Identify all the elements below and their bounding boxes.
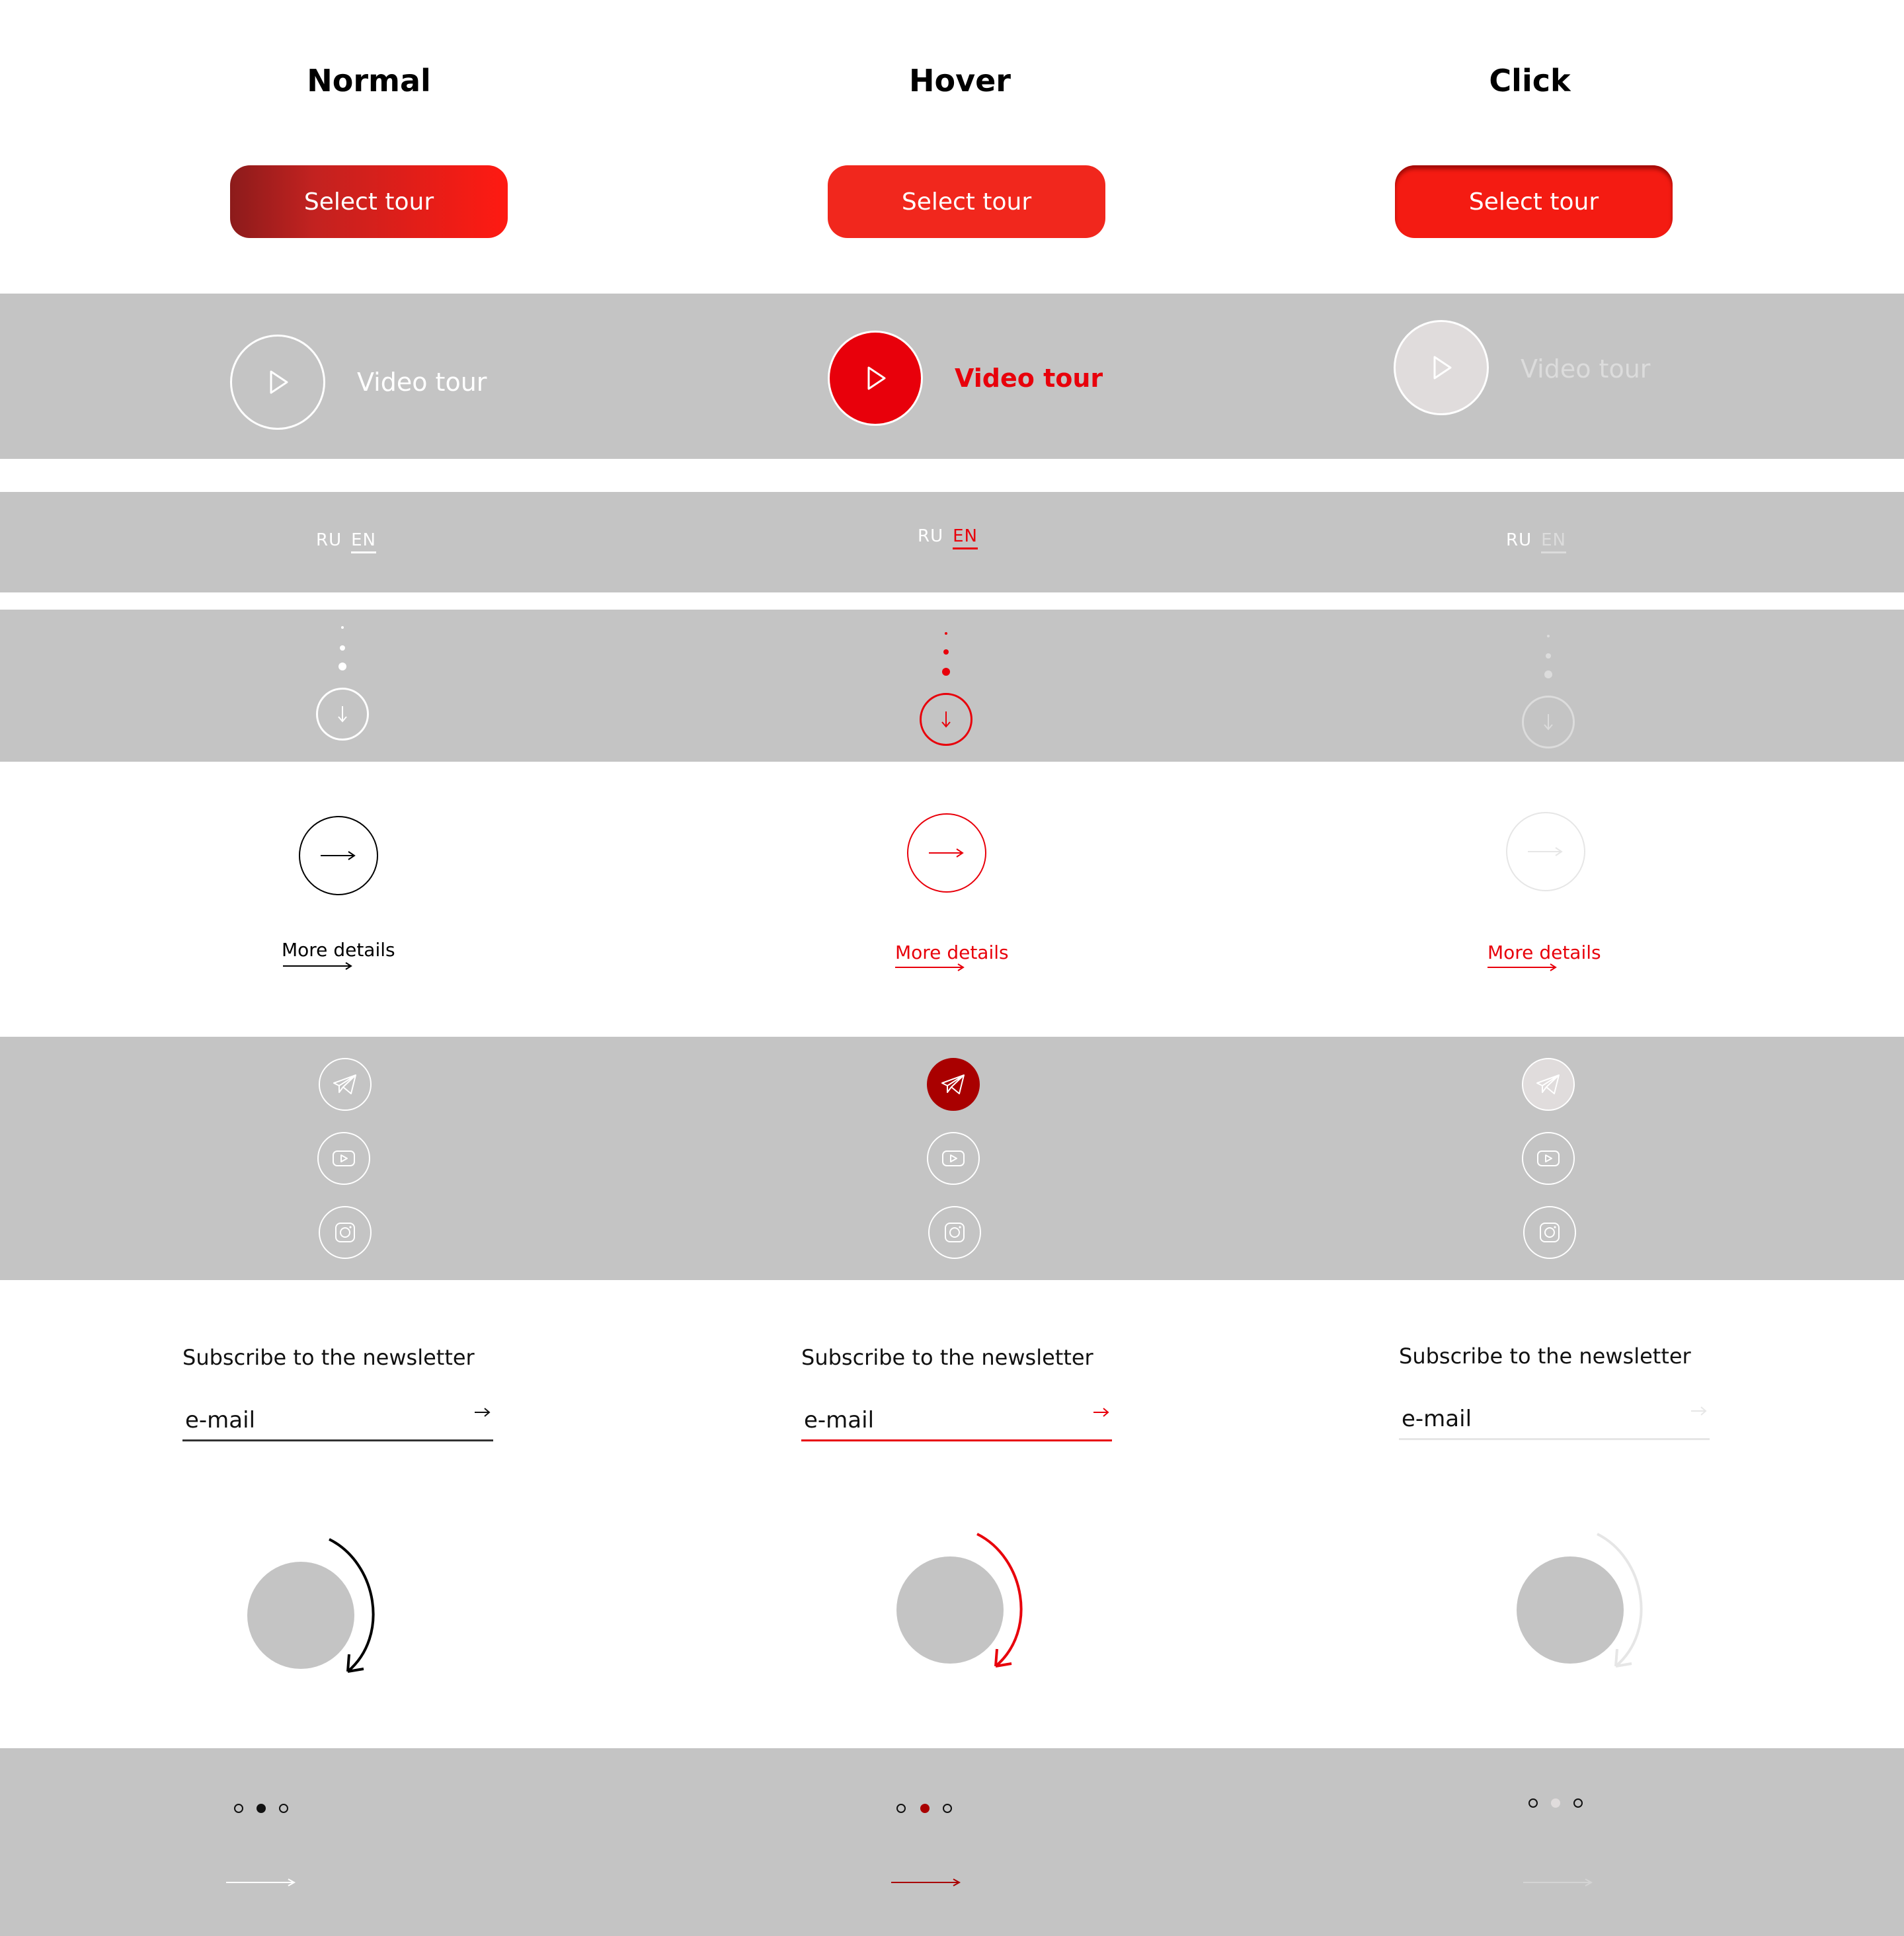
video-tour-play-button-hover[interactable] xyxy=(828,331,923,426)
video-tour-play-button-normal[interactable] xyxy=(230,335,325,430)
lang-ru[interactable]: RU xyxy=(1506,530,1532,550)
youtube-button-hover[interactable] xyxy=(927,1132,980,1185)
arrow-down-icon xyxy=(1542,713,1555,731)
slider-next-arrow-icon-hover[interactable] xyxy=(891,1878,961,1887)
pagination-dot[interactable] xyxy=(234,1804,243,1813)
select-tour-button-hover[interactable]: Select tour xyxy=(828,165,1105,238)
instagram-icon xyxy=(1538,1221,1561,1244)
submit-arrow-icon[interactable] xyxy=(473,1406,492,1419)
email-field-normal[interactable] xyxy=(182,1404,493,1441)
telegram-icon xyxy=(941,1074,966,1095)
pagination-dot[interactable] xyxy=(279,1804,288,1813)
column-title-click: Click xyxy=(1489,63,1571,99)
email-field-hover[interactable] xyxy=(801,1404,1112,1441)
slider-next-arrow-icon-click[interactable] xyxy=(1523,1878,1593,1887)
more-details-underline-arrow xyxy=(283,961,353,971)
pagination-dot[interactable] xyxy=(943,1804,952,1813)
youtube-icon xyxy=(941,1149,965,1168)
scroll-down-button-normal[interactable] xyxy=(316,688,369,741)
scroll-dot xyxy=(945,632,947,635)
next-arrow-button-normal[interactable] xyxy=(299,816,378,895)
scroll-down-button-click[interactable] xyxy=(1522,696,1575,748)
column-title-normal: Normal xyxy=(307,63,431,99)
more-details-link-click[interactable]: More details xyxy=(1488,942,1601,963)
scroll-dot xyxy=(942,668,950,676)
scroll-dot xyxy=(1547,635,1550,637)
pagination-dot-active[interactable] xyxy=(1551,1798,1560,1808)
email-placeholder: e-mail xyxy=(1402,1406,1472,1432)
email-field-click[interactable] xyxy=(1399,1403,1710,1440)
more-details-link-normal[interactable]: More details xyxy=(282,939,395,961)
submit-arrow-icon[interactable] xyxy=(1092,1406,1111,1419)
play-icon xyxy=(1428,354,1454,381)
newsletter-title-hover: Subscribe to the newsletter xyxy=(801,1345,1093,1370)
scroll-dot xyxy=(943,649,949,655)
instagram-button-normal[interactable] xyxy=(319,1206,372,1259)
arrow-right-icon xyxy=(929,848,965,858)
pagination-dot[interactable] xyxy=(896,1804,906,1813)
select-tour-button-click[interactable]: Select tour xyxy=(1395,165,1673,238)
pagination-dot-active[interactable] xyxy=(920,1804,930,1813)
arrow-down-icon xyxy=(336,705,349,723)
youtube-button-click[interactable] xyxy=(1522,1132,1575,1185)
pagination-dot[interactable] xyxy=(1573,1798,1583,1808)
more-details-underline-arrow xyxy=(895,963,965,972)
more-details-link-hover[interactable]: More details xyxy=(895,942,1009,963)
rotate-arrow-icon-click[interactable] xyxy=(1592,1531,1658,1677)
lang-en[interactable]: EN xyxy=(953,526,978,549)
lang-en[interactable]: EN xyxy=(1541,530,1566,553)
lang-en[interactable]: EN xyxy=(351,530,376,553)
lang-ru[interactable]: RU xyxy=(316,530,342,550)
telegram-button-hover[interactable] xyxy=(927,1058,980,1111)
submit-arrow-icon[interactable] xyxy=(1690,1404,1708,1418)
video-tour-label-click[interactable]: Video tour xyxy=(1521,354,1651,383)
next-arrow-button-hover[interactable] xyxy=(907,813,986,893)
play-icon xyxy=(264,369,291,395)
pagination-dot-active[interactable] xyxy=(257,1804,266,1813)
rotate-arrow-icon-normal[interactable] xyxy=(324,1537,390,1682)
rotate-arrow-icon-hover[interactable] xyxy=(972,1531,1038,1677)
more-details-underline-arrow xyxy=(1488,963,1558,972)
scroll-dot xyxy=(340,645,345,651)
youtube-icon xyxy=(332,1149,356,1168)
instagram-icon xyxy=(334,1221,356,1244)
email-placeholder: e-mail xyxy=(804,1407,875,1433)
language-switch-click[interactable] xyxy=(1506,530,1566,553)
slider-next-arrow-icon-normal[interactable] xyxy=(226,1878,296,1887)
instagram-icon xyxy=(943,1221,966,1244)
telegram-button-click[interactable] xyxy=(1522,1058,1575,1111)
telegram-button-normal[interactable] xyxy=(319,1058,372,1111)
newsletter-title-click: Subscribe to the newsletter xyxy=(1399,1344,1691,1369)
youtube-button-normal[interactable] xyxy=(317,1132,370,1185)
video-tour-play-button-click[interactable] xyxy=(1394,320,1489,415)
lang-ru[interactable]: RU xyxy=(918,526,944,546)
video-tour-label-hover[interactable]: Video tour xyxy=(955,364,1103,393)
language-switch-hover[interactable] xyxy=(918,526,978,549)
language-switch-normal[interactable] xyxy=(316,530,376,553)
pagination-band xyxy=(0,1748,1904,1936)
email-placeholder: e-mail xyxy=(185,1407,256,1433)
telegram-icon xyxy=(1536,1074,1561,1095)
scroll-down-button-hover[interactable] xyxy=(920,693,972,746)
instagram-button-hover[interactable] xyxy=(928,1206,981,1259)
telegram-icon xyxy=(333,1074,358,1095)
arrow-right-icon xyxy=(321,850,356,861)
column-title-hover: Hover xyxy=(909,63,1011,99)
scroll-dot xyxy=(338,663,346,670)
youtube-icon xyxy=(1536,1149,1560,1168)
scroll-dot xyxy=(1546,653,1551,659)
arrow-down-icon xyxy=(939,710,953,729)
video-tour-label-normal[interactable]: Video tour xyxy=(357,368,487,397)
instagram-button-click[interactable] xyxy=(1523,1206,1576,1259)
scroll-dot xyxy=(1544,670,1552,678)
pagination-dot[interactable] xyxy=(1528,1798,1538,1808)
newsletter-title-normal: Subscribe to the newsletter xyxy=(182,1345,475,1370)
arrow-right-icon xyxy=(1528,846,1564,857)
scroll-dot xyxy=(341,626,344,629)
next-arrow-button-click[interactable] xyxy=(1506,812,1585,891)
play-icon xyxy=(862,365,889,391)
select-tour-button-normal[interactable]: Select tour xyxy=(230,165,508,238)
